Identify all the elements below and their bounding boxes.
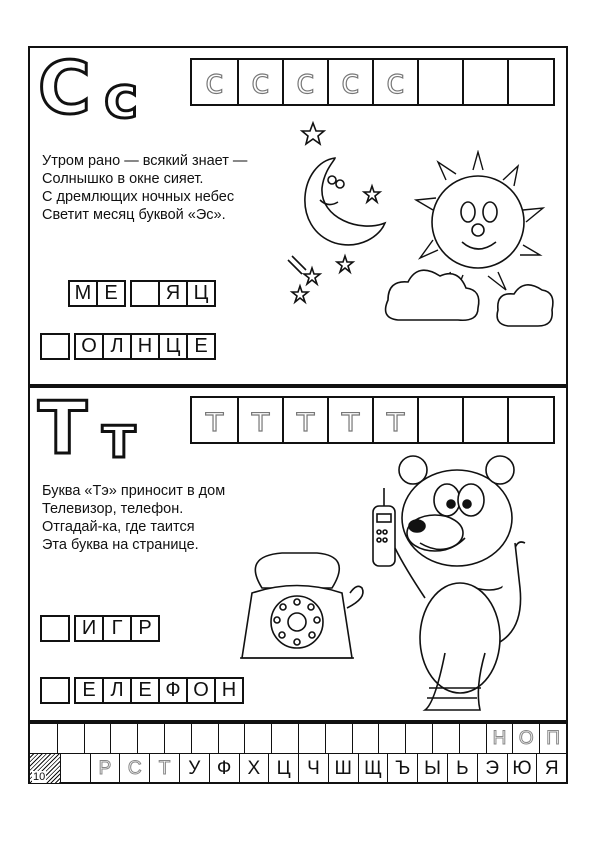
word-letter-cell[interactable]: Г (102, 615, 132, 642)
alphabet-cell (30, 724, 57, 753)
word-letter-cell[interactable]: Е (74, 677, 104, 704)
page-number-cell (30, 754, 60, 783)
big-letter-t-upper: Т (38, 386, 88, 470)
trace-cell[interactable]: с (205, 62, 224, 102)
trace-cell[interactable] (462, 60, 507, 104)
alphabet-cell: Ъ (387, 754, 417, 783)
alphabet-cell: О (512, 724, 539, 753)
poem-s (42, 152, 247, 224)
alphabet-cell (298, 724, 325, 753)
alphabet-cell (60, 754, 90, 783)
trace-cell[interactable]: т (372, 398, 417, 442)
trace-cell[interactable]: т (237, 398, 282, 442)
alphabet-top-row (30, 724, 566, 754)
word-letter-cell[interactable] (130, 280, 160, 307)
trace-cell[interactable] (507, 60, 552, 104)
trace-cell[interactable]: с (282, 60, 327, 104)
trace-cell[interactable]: т (327, 398, 372, 442)
word-letter-cell[interactable]: Ц (158, 333, 188, 360)
alphabet-cell: У (179, 754, 209, 783)
word-letter-cell[interactable] (40, 677, 70, 704)
alphabet-cell (84, 724, 111, 753)
word-letter-cell[interactable]: Л (102, 333, 132, 360)
alphabet-cell (137, 724, 164, 753)
trace-cell[interactable] (507, 398, 552, 442)
trace-cell[interactable]: с (327, 60, 372, 104)
alphabet-cell: Ь (447, 754, 477, 783)
alphabet-cell (164, 724, 191, 753)
alphabet-cell: Т (149, 754, 179, 783)
trace-cell[interactable] (462, 398, 507, 442)
big-letter-s-upper: С (38, 46, 91, 130)
word-letter-cell[interactable]: Н (214, 677, 244, 704)
poem-line: Эта буква на странице. (42, 537, 199, 553)
alphabet-cell: С (119, 754, 149, 783)
alphabet-cell: Ы (417, 754, 447, 783)
alphabet-cell (110, 724, 137, 753)
poem-line: Утром рано — всякий знает — (42, 153, 248, 169)
alphabet-cell: Х (239, 754, 269, 783)
alphabet-cell (57, 724, 84, 753)
trace-cell[interactable]: т (282, 398, 327, 442)
alphabet-cell: Ш (328, 754, 358, 783)
word-letter-cell[interactable]: Е (96, 280, 126, 307)
big-letter-s-lower: с (104, 63, 139, 131)
alphabet-cell: Э (477, 754, 507, 783)
alphabet-cell: Ц (268, 754, 298, 783)
trace-cell[interactable] (417, 398, 462, 442)
alphabet-cell (352, 724, 379, 753)
tiger-illustration (365, 448, 540, 716)
alphabet-cell: П (539, 724, 566, 753)
word-box-t-2 (40, 677, 244, 704)
poem-line: Солнышко в окне сияет. (42, 171, 204, 187)
word-box-t-1 (40, 615, 160, 642)
poem-line: Светит месяц буквой «Эс». (42, 207, 226, 223)
word-letter-cell[interactable]: О (74, 333, 104, 360)
word-letter-cell[interactable]: Н (130, 333, 160, 360)
trace-cell[interactable] (417, 60, 462, 104)
alphabet-bottom-row (30, 754, 566, 783)
telephone-illustration (222, 548, 372, 666)
word-letter-cell[interactable]: Е (186, 333, 216, 360)
poem-line: Телевизор, телефон. (42, 501, 184, 517)
alphabet-cell: Ю (507, 754, 537, 783)
word-letter-cell[interactable] (40, 615, 70, 642)
alphabet-strip (28, 722, 568, 784)
word-letter-cell[interactable]: М (68, 280, 98, 307)
moon-stars-illustration (280, 118, 390, 318)
word-letter-cell[interactable]: Р (130, 615, 160, 642)
poem-line: Буква «Тэ» приносит в дом (42, 483, 226, 499)
alphabet-cell (459, 724, 486, 753)
poem-t (42, 482, 225, 554)
trace-cell[interactable]: с (372, 60, 417, 104)
alphabet-cell: Н (486, 724, 513, 753)
alphabet-cell (405, 724, 432, 753)
page-number: 10 (33, 771, 46, 783)
word-letter-cell[interactable]: Я (158, 280, 188, 307)
alphabet-cell (218, 724, 245, 753)
alphabet-cell: Я (536, 754, 566, 783)
trace-row-s (190, 58, 555, 106)
word-letter-cell[interactable]: Л (102, 677, 132, 704)
poem-line: С дремлющих ночных небес (42, 189, 235, 205)
alphabet-cell (271, 724, 298, 753)
poem-line: Отгадай-ка, где таится (42, 519, 195, 535)
word-box-s-2 (40, 333, 216, 360)
alphabet-cell (432, 724, 459, 753)
alphabet-cell: Ф (209, 754, 239, 783)
word-letter-cell[interactable]: И (74, 615, 104, 642)
alphabet-cell: Р (90, 754, 120, 783)
word-box-s-1 (68, 280, 216, 307)
trace-cell[interactable]: с (237, 60, 282, 104)
word-letter-cell[interactable]: Е (130, 677, 160, 704)
alphabet-cell: Ч (298, 754, 328, 783)
alphabet-cell (191, 724, 218, 753)
trace-row-t (190, 396, 555, 444)
word-letter-cell[interactable] (40, 333, 70, 360)
alphabet-cell (378, 724, 405, 753)
trace-cell[interactable]: т (204, 400, 225, 440)
alphabet-cell: Щ (358, 754, 388, 783)
word-letter-cell[interactable]: О (186, 677, 216, 704)
alphabet-cell (244, 724, 271, 753)
word-letter-cell[interactable]: Ф (158, 677, 188, 704)
big-letter-t-lower: т (102, 403, 136, 471)
alphabet-cell (325, 724, 352, 753)
word-letter-cell[interactable]: Ц (186, 280, 216, 307)
sun-clouds-illustration (378, 150, 556, 345)
